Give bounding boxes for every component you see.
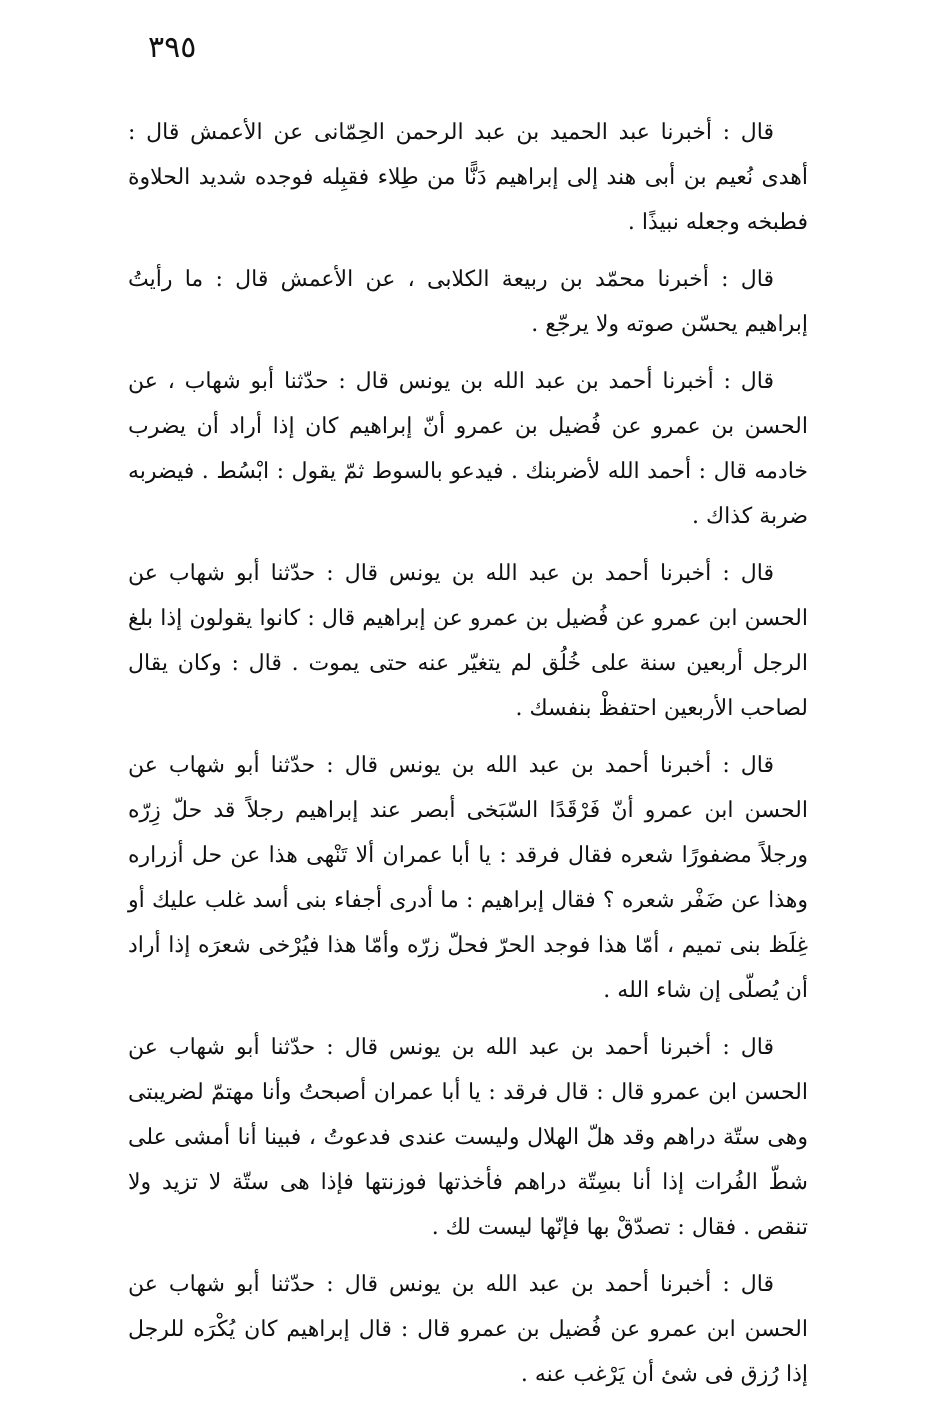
paragraph: قال : أخبرنا محمّد بن ربيعة الكلابى ، عن الأعمش قال : ما رأيتُ إبراهيم يحسّن صوته ولا يرجّع .: [128, 267, 808, 337]
paragraph: قال : أخبرنا أحمد بن عبد الله بن يونس قال : حدّثنا أبو شهاب عن الحسن ابن عمرو أنّ فَرْقَدًا السّبَخى أبصر عند إبراهيم رجلاً قد حلّ زِرّه ورجلاً مضفورًا شعره فقال فرقد : يا أبا عمران ألا تَنْهى هذا عن حل أزراره وهذا عن ضَفْر شعره ؟ فقال إبراهيم : ما أدرى أجفاء بنى أسد غلب عليك أو غِلَظ بنى تميم ، أمّا هذا فوجد الحرّ فحلّ زرّه وأمّا هذا فيُرْخى شعرَه إذا أراد أن يُصلّى إن شاء الله .: [128, 753, 808, 1003]
paragraph: قال : أخبرنا أحمد بن عبد الله بن يونس قال : حدّثنا أبو شهاب عن الحسن ابن عمرو عن فُضيل بن عمرو قال : قال إبراهيم كان يُكْرَه للرجل إذا رُزق فى شئ أن يَرْغب عنه .: [128, 1272, 808, 1387]
body-text: [128, 110, 808, 1409]
paragraph: قال : أخبرنا عبد الحميد بن عبد الرحمن الحِمّانى عن الأعمش قال : أهدى نُعيم بن أبى هند إلى إبراهيم دَنًّا من طِلاء فقبِله فوجده شديد الحلاوة فطبخه وجعله نبيذًا .: [128, 120, 808, 235]
paragraph: قال : أخبرنا أحمد بن عبد الله بن يونس قال : حدّثنا أبو شهاب ، عن الحسن بن عمرو عن فُضيل بن عمرو أنّ إبراهيم كان إذا أراد أن يضرب خادمه قال : أحمد الله لأضربنك . فيدعو بالسوط ثمّ يقول : ابْسُط . فيضربه ضربة كذاك .: [128, 369, 808, 529]
paragraph: قال : أخبرنا أحمد بن عبد الله بن يونس قال : حدّثنا أبو شهاب عن الحسن ابن عمرو عن فُضيل بن عمرو عن إبراهيم قال : كانوا يقولون إذا بلغ الرجل أربعين سنة على خُلُق لم يتغيّر عنه حتى يموت . قال : وكان يقال لصاحب الأربعين احتفظْ بنفسك .: [128, 561, 808, 721]
paragraph: قال : أخبرنا أحمد بن عبد الله بن يونس قال : حدّثنا أبو شهاب عن الحسن ابن عمرو قال : قال فرقد : يا أبا عمران أصبحتُ وأنا مهتمّ لضريبتى وهى ستّة دراهم وقد هلّ الهلال وليست عندى فدعوتُ ، فبينا أنا أمشى على شطّ الفُرات إذا أنا بسِتّة دراهم فأخذتها فوزنتها فإذا هى ستّة لا تزيد ولا تنقص . فقال : تصدّقْ بها فإنّها ليست لك .: [128, 1035, 808, 1240]
page-number: ٣٩٥: [148, 30, 197, 65]
